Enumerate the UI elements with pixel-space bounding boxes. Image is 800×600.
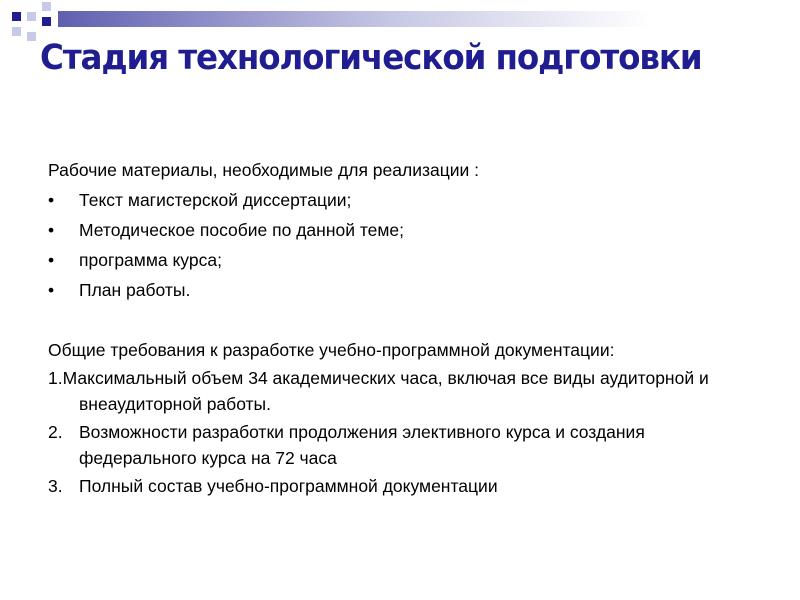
bullet-icon: • <box>48 220 55 240</box>
list-item <box>48 275 748 305</box>
list-item <box>48 419 748 471</box>
decor-square <box>12 12 21 21</box>
list-item-text: Максимальный объем 34 академических часа, включая все виды аудиторной и внеаудиторной работы. <box>62 368 709 414</box>
list-item <box>48 365 748 417</box>
materials-list <box>48 185 748 305</box>
list-item-text: Текст магистерской диссертации; <box>79 190 352 210</box>
list-item-text: Возможности разработки продолжения элективного курса и создания федерального курса на 72 часа <box>79 422 645 468</box>
item-number: 1. <box>48 368 63 388</box>
slide-body <box>48 155 748 501</box>
item-number: 3. <box>48 476 63 496</box>
bullet-icon: • <box>48 250 55 270</box>
requirements-list <box>48 365 748 499</box>
materials-intro: Рабочие материалы, необходимые для реализации : <box>48 160 480 180</box>
list-item-text: программа курса; <box>79 250 222 270</box>
list-item-text: План работы. <box>79 280 191 300</box>
list-item <box>48 185 748 215</box>
bullet-icon: • <box>48 280 55 300</box>
bullet-icon: • <box>48 190 55 210</box>
list-item-text: Полный состав учебно-программной документации <box>79 476 498 496</box>
decor-square <box>27 32 36 41</box>
requirements-heading: Общие требования к разработке учебно-программной документации: <box>48 340 615 360</box>
decor-square <box>12 27 21 36</box>
item-number: 2. <box>48 422 63 442</box>
list-item <box>48 215 748 245</box>
list-item-text: Методическое пособие по данной теме; <box>79 220 405 240</box>
spacer <box>48 305 748 335</box>
decor-square <box>27 12 36 21</box>
list-item <box>48 473 748 499</box>
decor-square <box>42 17 51 26</box>
slide-title: Стадия технологической подготовки <box>40 38 702 78</box>
decor-square <box>42 2 51 11</box>
list-item <box>48 245 748 275</box>
header-gradient-bar <box>58 11 800 27</box>
